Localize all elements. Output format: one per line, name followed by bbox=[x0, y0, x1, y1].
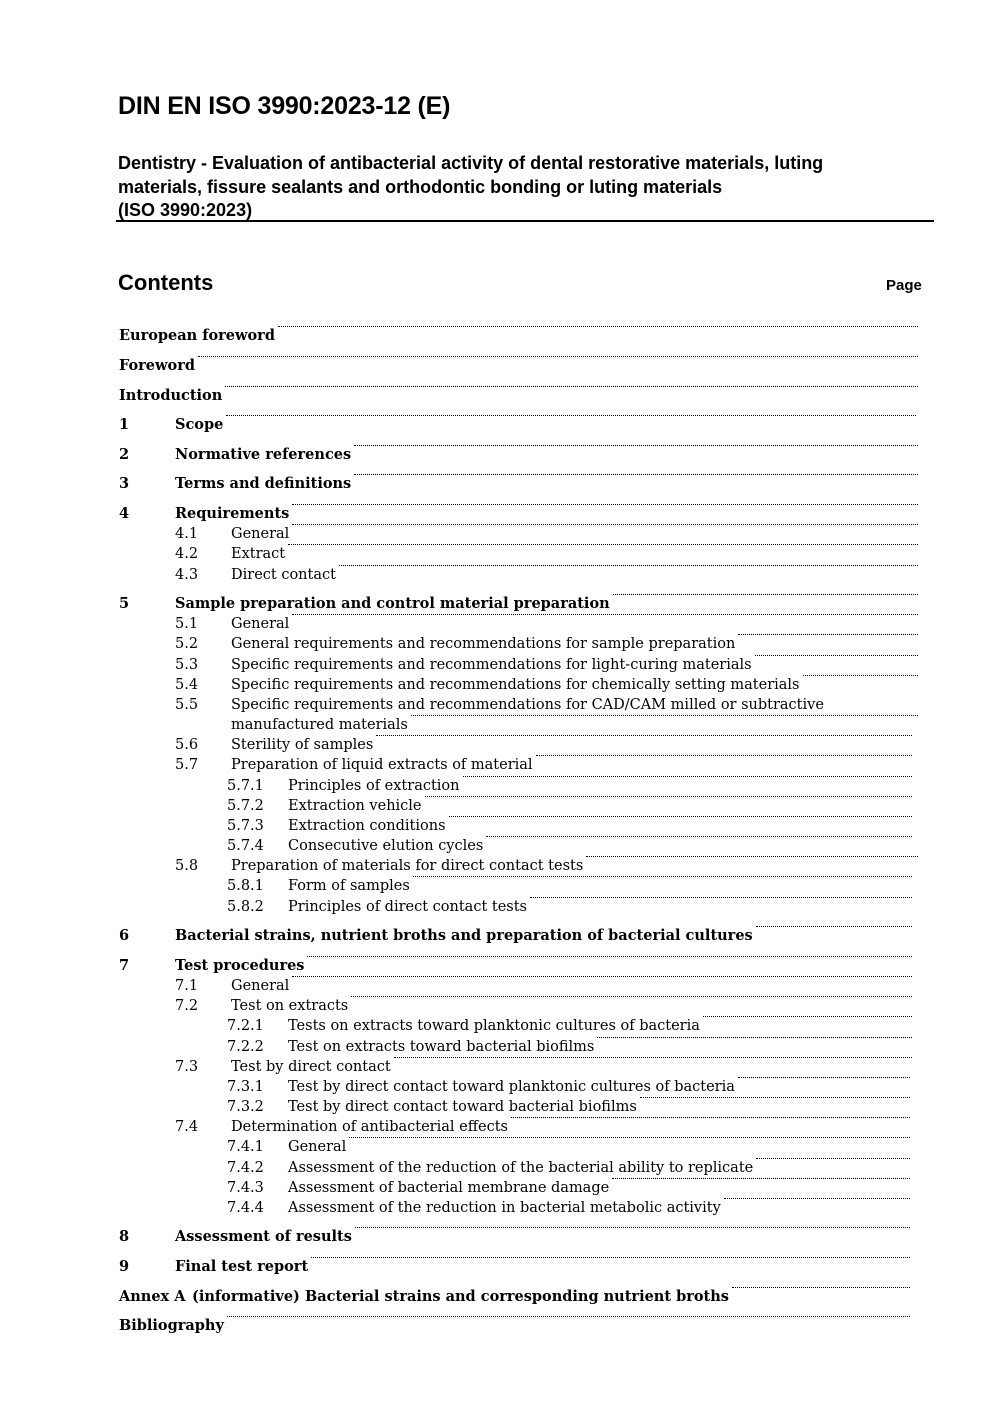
toc-entry[interactable] bbox=[0, 614, 992, 634]
title-divider bbox=[116, 220, 934, 222]
toc-entry[interactable] bbox=[0, 565, 992, 585]
toc-dot-leader bbox=[536, 755, 912, 756]
toc-entry-number: 5.7.1 bbox=[227, 778, 264, 794]
toc-dot-leader bbox=[756, 1158, 910, 1159]
toc-entry-title: General bbox=[231, 978, 290, 994]
toc-entry[interactable] bbox=[0, 1097, 992, 1117]
toc-entry-title: Assessment of the reduction in bacterial metabolic activity bbox=[288, 1200, 721, 1216]
toc-entry[interactable] bbox=[0, 897, 992, 917]
toc-entry-number: 7.2.2 bbox=[227, 1039, 264, 1055]
toc-entry-title: General bbox=[231, 616, 290, 632]
toc-dot-leader bbox=[640, 1097, 910, 1098]
toc-entry[interactable] bbox=[0, 544, 992, 564]
toc-entry-number: 3 bbox=[119, 475, 130, 492]
toc-entry[interactable] bbox=[0, 735, 992, 755]
toc-dot-leader bbox=[530, 897, 912, 898]
toc-entry-number: 7.3.1 bbox=[227, 1079, 264, 1095]
toc-entry[interactable] bbox=[0, 1137, 992, 1157]
toc-entry[interactable] bbox=[0, 876, 992, 896]
toc-dot-leader bbox=[755, 655, 918, 656]
toc-dot-leader bbox=[724, 1198, 910, 1199]
toc-entry-number: 5.7 bbox=[175, 757, 199, 773]
toc-entry[interactable] bbox=[0, 715, 992, 735]
toc-entry[interactable] bbox=[0, 836, 992, 856]
toc-entry-title: Extract bbox=[231, 546, 286, 562]
toc-entry[interactable] bbox=[0, 655, 992, 675]
toc-entry-number: 8 bbox=[119, 1228, 130, 1245]
toc-entry-title: Extraction conditions bbox=[288, 818, 446, 834]
toc-entry[interactable] bbox=[0, 1287, 992, 1307]
toc-entry[interactable] bbox=[0, 796, 992, 816]
toc-entry[interactable] bbox=[0, 356, 992, 376]
toc-entry-number: 2 bbox=[119, 446, 130, 463]
toc-dot-leader bbox=[612, 1178, 910, 1179]
toc-entry[interactable] bbox=[0, 776, 992, 796]
toc-dot-leader bbox=[394, 1057, 912, 1058]
toc-dot-leader bbox=[732, 1287, 910, 1288]
toc-dot-leader bbox=[278, 326, 918, 327]
toc-entry-title: Foreword bbox=[119, 357, 195, 374]
toc-entry[interactable] bbox=[0, 1198, 992, 1218]
toc-entry-number: 5.8.1 bbox=[227, 878, 264, 894]
toc-entry-title: Introduction bbox=[119, 387, 223, 404]
toc-dot-leader bbox=[586, 856, 918, 857]
toc-dot-leader bbox=[292, 524, 918, 525]
toc-entry-title: Sterility of samples bbox=[231, 737, 374, 753]
toc-entry-number: 7 bbox=[119, 957, 130, 974]
toc-dot-leader bbox=[355, 1227, 910, 1228]
toc-entry-number: 5.7.4 bbox=[227, 838, 264, 854]
toc-entry-number: 7.1 bbox=[175, 978, 199, 994]
toc-entry-title: Test on extracts bbox=[231, 998, 349, 1014]
toc-entry-title: (informative) Bacterial strains and corresponding nutrient broths bbox=[192, 1288, 729, 1305]
toc-entry[interactable] bbox=[0, 594, 992, 614]
toc-entry-number: 5.3 bbox=[175, 657, 199, 673]
toc-entry-title: Consecutive elution cycles bbox=[288, 838, 484, 854]
toc-dot-leader bbox=[292, 504, 918, 505]
toc-entry-number: 6 bbox=[119, 927, 130, 944]
toc-dot-leader bbox=[511, 1117, 910, 1118]
toc-entry-title: Specific requirements and recommendations for CAD/CAM milled or subtractive bbox=[231, 697, 824, 713]
toc-entry[interactable] bbox=[0, 326, 992, 346]
document-title bbox=[118, 152, 934, 223]
toc-entry-title: Assessment of bacterial membrane damage bbox=[288, 1180, 610, 1196]
toc-entry-number: 5.1 bbox=[175, 616, 199, 632]
toc-entry-number: 5.5 bbox=[175, 697, 199, 713]
toc-dot-leader bbox=[411, 715, 918, 716]
toc-entry[interactable] bbox=[0, 1257, 992, 1277]
toc-entry[interactable] bbox=[0, 856, 992, 876]
toc-entry-title: Final test report bbox=[175, 1258, 309, 1275]
toc-entry-number: 4 bbox=[119, 505, 130, 522]
toc-entry-title: Form of samples bbox=[288, 878, 410, 894]
toc-dot-leader bbox=[292, 976, 912, 977]
toc-entry-title: Terms and definitions bbox=[175, 475, 352, 492]
toc-entry-number: 4.3 bbox=[175, 567, 199, 583]
document-id: DIN EN ISO 3990:2023-12 (E) bbox=[118, 92, 451, 120]
toc-entry-title: Test procedures bbox=[175, 957, 305, 974]
toc-dot-leader bbox=[738, 634, 918, 635]
toc-entry-title: Preparation of materials for direct contact tests bbox=[231, 858, 584, 874]
toc-dot-leader bbox=[425, 796, 912, 797]
toc-entry[interactable] bbox=[0, 1158, 992, 1178]
toc-entry[interactable] bbox=[0, 695, 992, 715]
toc-entry[interactable] bbox=[0, 524, 992, 544]
toc-dot-leader bbox=[597, 1037, 912, 1038]
toc-entry-title: Specific requirements and recommendations for chemically setting materials bbox=[231, 677, 800, 693]
toc-entry-title: Assessment of the reduction of the bacterial ability to replicate bbox=[288, 1160, 754, 1176]
toc-dot-leader bbox=[738, 1077, 910, 1078]
toc-entry-title: European foreword bbox=[119, 327, 275, 344]
toc-dot-leader bbox=[198, 356, 918, 357]
toc-dot-leader bbox=[225, 386, 918, 387]
toc-entry[interactable] bbox=[0, 1016, 992, 1036]
document-title-line: Dentistry - Evaluation of antibacterial activity of dental restorative materials, luting bbox=[118, 153, 824, 173]
toc-entry[interactable] bbox=[0, 1178, 992, 1198]
toc-entry-title: General bbox=[288, 1139, 347, 1155]
toc-entry[interactable] bbox=[0, 1227, 992, 1247]
toc-entry[interactable] bbox=[0, 976, 992, 996]
toc-entry-title: Assessment of results bbox=[175, 1228, 352, 1245]
toc-entry[interactable] bbox=[0, 634, 992, 654]
toc-entry-title: Direct contact bbox=[231, 567, 336, 583]
toc-entry-number: 5.7.2 bbox=[227, 798, 264, 814]
toc-entry-number: 5.2 bbox=[175, 636, 199, 652]
toc-entry-title: Requirements bbox=[175, 505, 290, 522]
toc-entry-title: manufactured materials bbox=[231, 717, 408, 733]
toc-entry[interactable] bbox=[0, 1077, 992, 1097]
toc-dot-leader bbox=[292, 614, 918, 615]
toc-entry-number: 7.3 bbox=[175, 1059, 199, 1075]
toc-entry-title: Sample preparation and control material preparation bbox=[175, 595, 610, 612]
toc-dot-leader bbox=[339, 565, 918, 566]
toc-entry-number: 7.4.1 bbox=[227, 1139, 264, 1155]
toc-entry-number: 5.8 bbox=[175, 858, 199, 874]
toc-entry-number: 7.4.4 bbox=[227, 1200, 264, 1216]
document-title-line: materials, fissure sealants and orthodontic bonding or luting materials bbox=[118, 176, 723, 197]
toc-dot-leader bbox=[307, 956, 912, 957]
document-title-line: (ISO 3990:2023) bbox=[118, 200, 253, 220]
toc-entry[interactable] bbox=[0, 1117, 992, 1137]
toc-entry[interactable] bbox=[0, 474, 992, 494]
toc-entry-title: Test by direct contact toward bacterial biofilms bbox=[288, 1099, 637, 1115]
toc-entry-title: General requirements and recommendations for sample preparation bbox=[231, 636, 736, 652]
toc-entry[interactable] bbox=[0, 816, 992, 836]
toc-entry-number: 5.7.3 bbox=[227, 818, 264, 834]
toc-entry-title: Bibliography bbox=[119, 1317, 224, 1334]
toc-dot-leader bbox=[803, 675, 919, 676]
toc-entry-number: 5 bbox=[119, 595, 130, 612]
toc-entry-number: 4.1 bbox=[175, 526, 199, 542]
toc-entry[interactable] bbox=[0, 386, 992, 406]
toc-entry-number: 7.4 bbox=[175, 1119, 199, 1135]
toc-entry-number: 4.2 bbox=[175, 546, 199, 562]
toc-entry[interactable] bbox=[0, 1037, 992, 1057]
toc-entry-number: 7.2.1 bbox=[227, 1018, 264, 1034]
toc-entry-title: Determination of antibacterial effects bbox=[231, 1119, 508, 1135]
toc-dot-leader bbox=[613, 594, 918, 595]
toc-entry-number: 7.4.3 bbox=[227, 1180, 264, 1196]
toc-entry[interactable] bbox=[0, 996, 992, 1016]
toc-entry[interactable] bbox=[0, 445, 992, 465]
toc-dot-leader bbox=[226, 415, 916, 416]
toc-entry[interactable] bbox=[0, 675, 992, 695]
toc-entry[interactable] bbox=[0, 755, 992, 775]
toc-entry-title: Test by direct contact bbox=[231, 1059, 391, 1075]
toc-dot-leader bbox=[413, 876, 912, 877]
toc-entry-title: Test by direct contact toward planktonic cultures of bacteria bbox=[288, 1079, 735, 1095]
toc-entry-title: Tests on extracts toward planktonic cultures of bacteria bbox=[288, 1018, 700, 1034]
toc-dot-leader bbox=[354, 474, 918, 475]
toc-dot-leader bbox=[288, 544, 918, 545]
toc-entry-number: 9 bbox=[119, 1258, 130, 1275]
toc-entry[interactable] bbox=[0, 1316, 992, 1336]
toc-entry-title: General bbox=[231, 526, 290, 542]
toc-entry-number: 7.4.2 bbox=[227, 1160, 264, 1176]
page-column-label: Page bbox=[886, 277, 922, 294]
toc-entry-number: 5.4 bbox=[175, 677, 199, 693]
toc-entry-title: Principles of direct contact tests bbox=[288, 899, 528, 915]
toc-dot-leader bbox=[376, 735, 912, 736]
toc-dot-leader bbox=[486, 836, 912, 837]
toc-entry[interactable] bbox=[0, 415, 992, 435]
toc-entry-number: 5.8.2 bbox=[227, 899, 264, 915]
toc-entry-title: Preparation of liquid extracts of material bbox=[231, 757, 533, 773]
toc-entry-title: Extraction vehicle bbox=[288, 798, 422, 814]
toc-dot-leader bbox=[349, 1137, 910, 1138]
toc-dot-leader bbox=[227, 1316, 910, 1317]
contents-heading: Contents bbox=[118, 270, 214, 295]
toc-entry-number: 5.6 bbox=[175, 737, 199, 753]
toc-entry-title: Scope bbox=[175, 416, 224, 433]
toc-dot-leader bbox=[463, 776, 913, 777]
toc-entry-number: 7.2 bbox=[175, 998, 199, 1014]
toc-entry-title: Bacterial strains, nutrient broths and preparation of bacterial cultures bbox=[175, 927, 753, 944]
toc-entry[interactable] bbox=[0, 926, 992, 946]
toc-entry[interactable] bbox=[0, 1057, 992, 1077]
toc-dot-leader bbox=[703, 1016, 912, 1017]
toc-entry[interactable] bbox=[0, 504, 992, 524]
toc-dot-leader bbox=[354, 445, 918, 446]
toc-entry-number: 7.3.2 bbox=[227, 1099, 264, 1115]
toc-entry-title: Specific requirements and recommendations for light-curing materials bbox=[231, 657, 752, 673]
toc-entry[interactable] bbox=[0, 956, 992, 976]
toc-dot-leader bbox=[311, 1257, 910, 1258]
toc-entry-number: Annex A bbox=[119, 1288, 186, 1305]
toc-dot-leader bbox=[756, 926, 912, 927]
toc-entry-title: Normative references bbox=[175, 446, 352, 463]
toc-entry-title: Test on extracts toward bacterial biofilms bbox=[288, 1039, 595, 1055]
toc-entry-title: Principles of extraction bbox=[288, 778, 460, 794]
toc-entry-number: 1 bbox=[119, 416, 130, 433]
toc-dot-leader bbox=[449, 816, 912, 817]
toc-dot-leader bbox=[351, 996, 912, 997]
